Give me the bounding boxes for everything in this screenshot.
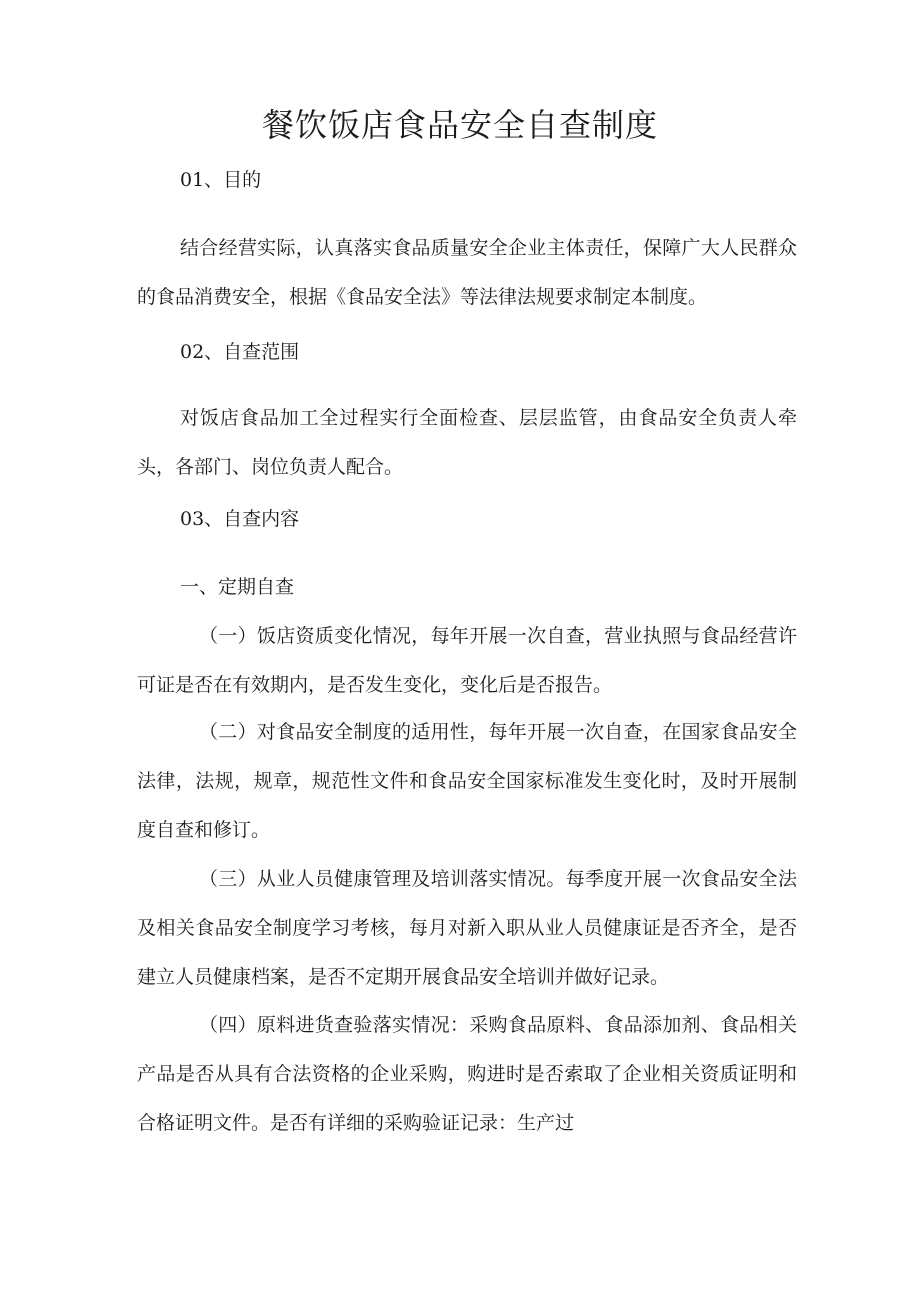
list-item: （三）从业人员健康管理及培训落实情况。每季度开展一次食品安全法及相关食品安全制度学习考核，每月对新入职从业人员健康证是否齐全，是否建立人员健康档案，是否不定期开展食品安全培训并做好记录。: [137, 868, 797, 988]
subsection-heading: 一、定期自查: [180, 576, 295, 598]
section-01-paragraph: 结合经营实际，认真落实食品质量安全企业主体责任，保障广大人民群众的食品消费安全，根据《食品安全法》等法律法规要求制定本制度。: [137, 237, 797, 308]
list-item: （四）原料进货查验落实情况：采购食品原料、食品添加剂、食品相关产品是否从具有合法资格的企业采购，购进时是否索取了企业相关资质证明和合格证明文件。是否有详细的采购验证记录：生产过: [137, 1014, 797, 1134]
section-02-paragraph: 对饭店食品加工全过程实行全面检查、层层监管，由食品安全负责人牵头，各部门、岗位负责人配合。: [137, 407, 797, 478]
section-02-heading: 02、自查范围: [180, 341, 300, 363]
list-item: （二）对食品安全制度的适用性，每年开展一次自查，在国家食品安全法律，法规，规章，规范性文件和食品安全国家标准发生变化时，及时开展制度自查和修订。: [137, 721, 797, 841]
document-title: 餐饮饭店食品安全自查制度: [261, 106, 658, 144]
section-01-heading: 01、目的: [180, 169, 262, 191]
section-03-heading: 03、自查内容: [180, 508, 300, 530]
list-item: （一）饭店资质变化情况，每年开展一次自查，营业执照与食品经营许可证是否在有效期内，是否发生变化，变化后是否报告。: [137, 625, 797, 696]
